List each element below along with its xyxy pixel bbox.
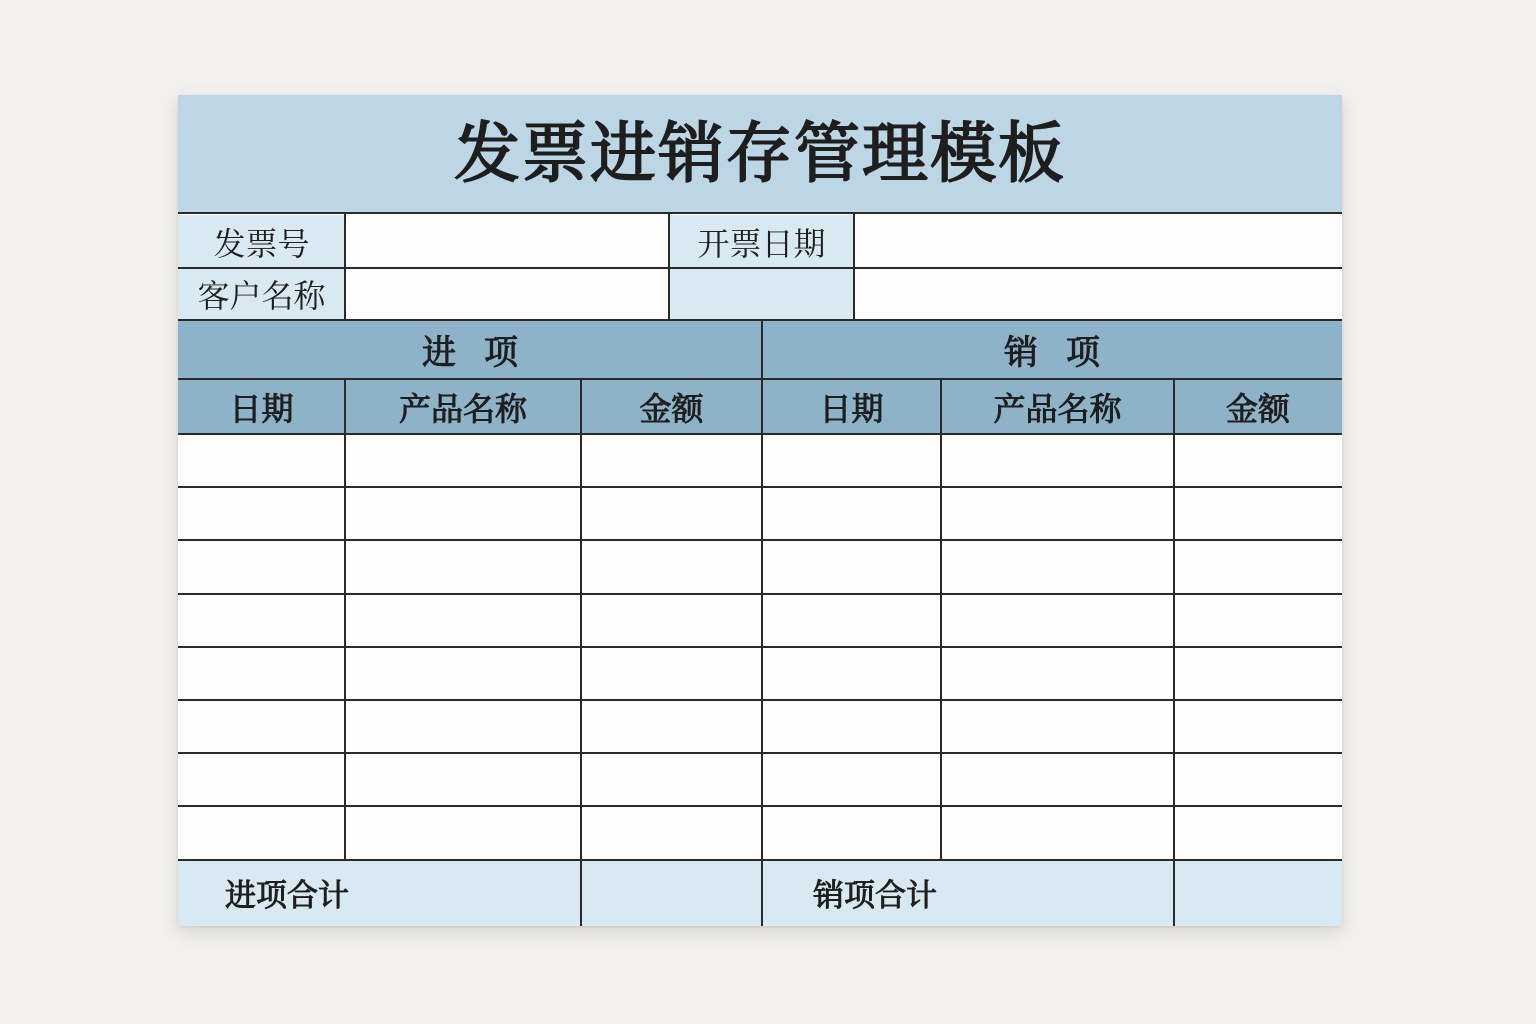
grid-line <box>178 593 1342 595</box>
grid-line <box>178 859 1342 861</box>
page-title: 发票进销存管理模板 <box>454 114 1066 192</box>
sales-date-cell[interactable] <box>762 647 941 700</box>
sales-total-field[interactable] <box>1174 859 1342 926</box>
purchase-amount-cell[interactable] <box>581 487 762 540</box>
sales-date-cell[interactable] <box>762 806 941 859</box>
purchase-date-cell[interactable] <box>178 700 345 753</box>
sales-product-cell[interactable] <box>941 647 1174 700</box>
grid-line <box>178 486 1342 488</box>
sales-amount-cell[interactable] <box>1174 487 1342 540</box>
grid-line <box>178 752 1342 754</box>
purchase-amount-cell[interactable] <box>581 647 762 700</box>
purchase-date-cell[interactable] <box>178 594 345 647</box>
invoice-number-field[interactable] <box>345 215 669 268</box>
purchase-amount-cell[interactable] <box>581 700 762 753</box>
purchase-date-cell[interactable] <box>178 487 345 540</box>
grid-line <box>178 378 1342 380</box>
grid-line <box>178 699 1342 701</box>
purchase-amount-column-header: 金额 <box>581 379 762 434</box>
purchase-date-cell[interactable] <box>178 806 345 859</box>
sales-date-cell[interactable] <box>762 753 941 806</box>
sales-amount-cell[interactable] <box>1174 540 1342 593</box>
grid-line <box>344 378 346 859</box>
sales-product-cell[interactable] <box>941 434 1174 487</box>
grid-line <box>178 267 1342 269</box>
purchase-product-cell[interactable] <box>345 753 581 806</box>
sales-amount-cell[interactable] <box>1174 434 1342 487</box>
sales-amount-cell[interactable] <box>1174 753 1342 806</box>
sales-amount-cell[interactable] <box>1174 700 1342 753</box>
sales-date-cell[interactable] <box>762 700 941 753</box>
purchase-product-cell[interactable] <box>345 647 581 700</box>
purchase-product-column-header: 产品名称 <box>345 379 581 434</box>
sales-product-cell[interactable] <box>941 753 1174 806</box>
grid-line <box>178 805 1342 807</box>
purchase-total-label: 进项合计 <box>178 859 581 926</box>
purchase-product-cell[interactable] <box>345 434 581 487</box>
invoice-date-field[interactable] <box>854 215 1342 268</box>
purchase-product-cell[interactable] <box>345 700 581 753</box>
invoice-template-sheet <box>178 95 1342 926</box>
sales-product-column-header: 产品名称 <box>941 379 1174 434</box>
customer-name-field[interactable] <box>345 268 669 320</box>
purchase-amount-cell[interactable] <box>581 540 762 593</box>
purchase-product-cell[interactable] <box>345 540 581 593</box>
sales-product-cell[interactable] <box>941 806 1174 859</box>
purchase-date-cell[interactable] <box>178 647 345 700</box>
blank-label-cell <box>669 268 854 320</box>
sales-amount-cell[interactable] <box>1174 647 1342 700</box>
grid-line <box>178 319 1342 321</box>
grid-line <box>344 214 346 320</box>
sales-product-cell[interactable] <box>941 700 1174 753</box>
grid-line <box>178 646 1342 648</box>
purchase-product-cell[interactable] <box>345 594 581 647</box>
purchase-amount-cell[interactable] <box>581 753 762 806</box>
purchase-date-column-header: 日期 <box>178 379 345 434</box>
sales-product-cell[interactable] <box>941 540 1174 593</box>
sales-date-cell[interactable] <box>762 487 941 540</box>
customer-name-label: 客户名称 <box>178 268 345 320</box>
title-bar <box>178 95 1342 214</box>
blank-value-field[interactable] <box>854 268 1342 320</box>
sales-product-cell[interactable] <box>941 487 1174 540</box>
grid-line <box>1173 378 1175 926</box>
sales-section-header: 销项 <box>762 320 1342 379</box>
purchase-date-cell[interactable] <box>178 540 345 593</box>
purchase-date-cell[interactable] <box>178 753 345 806</box>
grid-line <box>761 319 763 926</box>
grid-line <box>940 378 942 859</box>
sales-date-cell[interactable] <box>762 434 941 487</box>
invoice-date-label: 开票日期 <box>669 215 854 268</box>
invoice-number-label: 发票号 <box>178 215 345 268</box>
purchase-date-cell[interactable] <box>178 434 345 487</box>
grid-line <box>853 214 855 320</box>
purchase-product-cell[interactable] <box>345 487 581 540</box>
purchase-amount-cell[interactable] <box>581 806 762 859</box>
purchase-total-field[interactable] <box>581 859 762 926</box>
grid-line <box>580 378 582 926</box>
sales-total-label: 销项合计 <box>762 859 1174 926</box>
purchase-section-header: 进项 <box>178 320 762 379</box>
sales-date-column-header: 日期 <box>762 379 941 434</box>
sales-date-cell[interactable] <box>762 540 941 593</box>
grid-line <box>178 539 1342 541</box>
sales-amount-column-header: 金额 <box>1174 379 1342 434</box>
grid-line <box>668 214 670 320</box>
grid-line <box>178 433 1342 435</box>
sales-product-cell[interactable] <box>941 594 1174 647</box>
purchase-amount-cell[interactable] <box>581 434 762 487</box>
sales-date-cell[interactable] <box>762 594 941 647</box>
sales-amount-cell[interactable] <box>1174 594 1342 647</box>
sales-amount-cell[interactable] <box>1174 806 1342 859</box>
purchase-amount-cell[interactable] <box>581 594 762 647</box>
purchase-product-cell[interactable] <box>345 806 581 859</box>
